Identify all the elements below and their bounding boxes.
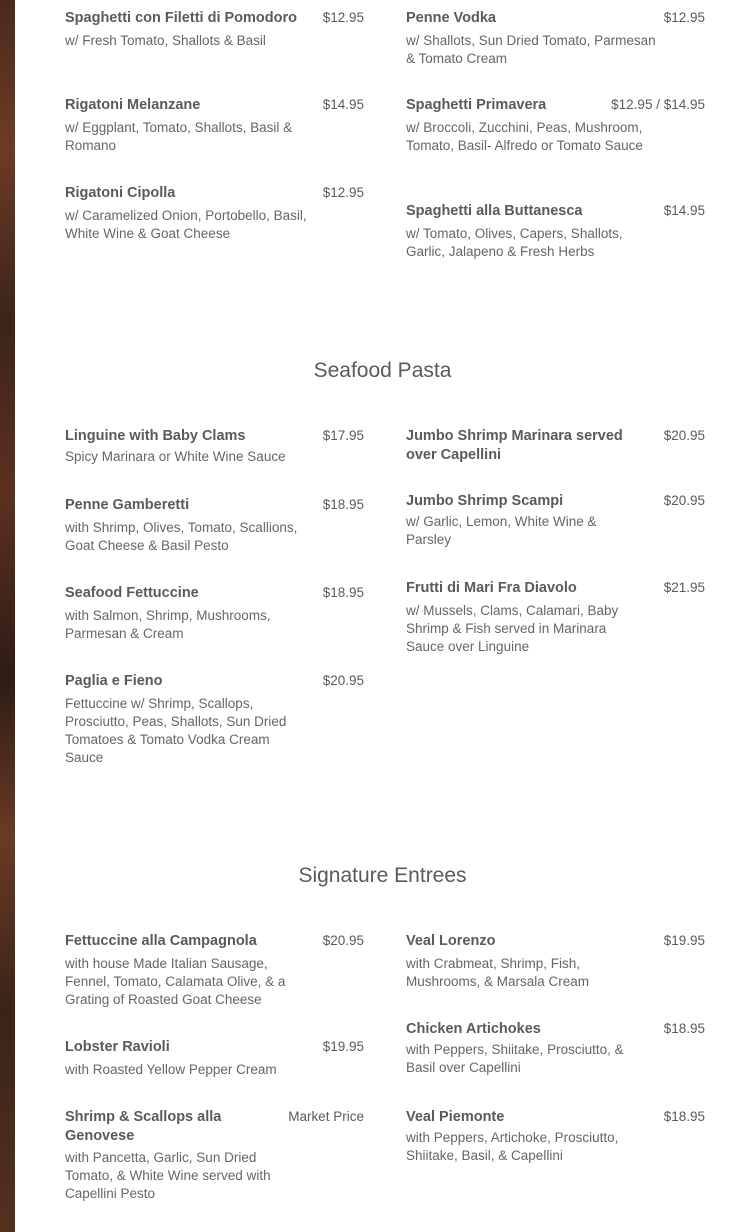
- item-name: Jumbo Shrimp Scampi: [406, 493, 564, 509]
- menu-item: [406, 492, 705, 549]
- item-price: $18.95: [322, 497, 364, 512]
- menu-item: [65, 9, 364, 50]
- item-price: Market Price: [288, 1109, 364, 1124]
- item-name: Spaghetti alla Buttanesca: [406, 203, 583, 219]
- item-description: with Peppers, Artichoke, Prosciutto, Shiitake, Basil, & Capellini: [406, 1129, 619, 1163]
- background-photo-strip: [0, 0, 15, 1232]
- item-name: Lobster Ravioli: [65, 1039, 170, 1055]
- item-price: $14.95: [322, 97, 364, 112]
- menu-item: [406, 1020, 705, 1077]
- menu-item: [65, 932, 364, 1009]
- item-description: w/ Broccoli, Zucchini, Peas, Mushroom, Tomato, Basil- Alfredo or Tomato Sauce: [406, 119, 643, 153]
- item-price: $12.95: [663, 10, 705, 25]
- item-price: $19.95: [663, 933, 705, 948]
- menu-item: [65, 1038, 364, 1079]
- menu-item: [406, 9, 705, 68]
- item-name: Rigatoni Cipolla: [65, 185, 176, 201]
- item-description: w/ Mussels, Clams, Calamari, Baby Shrimp & Fish served in Marinara Sauce over Linguine: [406, 602, 619, 654]
- item-name: Penne Gamberetti: [65, 497, 190, 513]
- item-price: $18.95: [663, 1109, 705, 1124]
- item-name: Veal Piemonte: [406, 1109, 505, 1125]
- item-name: Fettuccine alla Campagnola: [65, 933, 257, 949]
- item-description: w/ Garlic, Lemon, White Wine & Parsley: [406, 513, 597, 547]
- menu-item: [65, 672, 364, 767]
- item-description: with Pancetta, Garlic, Sun Dried Tomato, & White Wine served with Capellini Pesto: [65, 1150, 271, 1201]
- menu-item: [406, 1108, 705, 1165]
- menu-item: [65, 96, 364, 155]
- item-description: w/ Fresh Tomato, Shallots & Basil: [65, 32, 266, 48]
- item-price: $17.95: [322, 428, 364, 443]
- item-name: Chicken Artichokes: [406, 1021, 541, 1037]
- item-name: Penne Vodka: [406, 10, 496, 26]
- item-price: $18.95: [322, 585, 364, 600]
- section-title-signature-entrees: Signature Entrees: [298, 864, 467, 887]
- item-price: $20.95: [322, 933, 364, 948]
- item-price: $21.95: [663, 580, 705, 595]
- item-description: with Salmon, Shrimp, Mushrooms, Parmesan & Cream: [65, 607, 271, 641]
- item-name: Spaghetti con Filetti di Pomodoro: [65, 10, 297, 26]
- item-description: w/ Tomato, Olives, Capers, Shallots, Garlic, Jalapeno & Fresh Herbs: [406, 225, 623, 259]
- item-name: Linguine with Baby Clams: [65, 428, 246, 444]
- menu-item: [65, 1108, 364, 1203]
- item-description: w/ Shallots, Sun Dried Tomato, Parmesan & Tomato Cream: [406, 32, 656, 66]
- item-description: Spicy Marinara or White Wine Sauce: [65, 448, 286, 464]
- item-name: Seafood Fettuccine: [65, 585, 199, 601]
- item-description: w/ Eggplant, Tomato, Shallots, Basil & Romano: [65, 119, 293, 153]
- item-description: Fettuccine w/ Shrimp, Scallops, Prosciutto, Peas, Shallots, Sun Dried Tomatoes & Tomato Vodka Cream Sauce: [65, 695, 287, 765]
- item-price: $12.95 / $14.95: [611, 97, 705, 112]
- menu-item: [406, 579, 705, 656]
- menu-item: [406, 202, 705, 261]
- item-price: $12.95: [322, 185, 364, 200]
- menu-item: [65, 427, 364, 466]
- item-name: Jumbo Shrimp Marinara served over Capellini: [406, 428, 623, 463]
- menu-item: [65, 584, 364, 643]
- menu-item: [406, 932, 705, 991]
- item-price: $19.95: [322, 1039, 364, 1054]
- item-price: $14.95: [663, 203, 705, 218]
- item-price: $12.95: [322, 10, 364, 25]
- item-price: $20.95: [663, 428, 705, 443]
- item-price: $20.95: [322, 673, 364, 688]
- item-name: Frutti di Mari Fra Diavolo: [406, 580, 577, 596]
- menu-page: [15, 0, 750, 1232]
- item-description: with house Made Italian Sausage, Fennel, Tomato, Calamata Olive, & a Grating of Roasted Goat Cheese: [65, 955, 286, 1007]
- item-name: Rigatoni Melanzane: [65, 97, 201, 113]
- item-price: $18.95: [663, 1021, 705, 1036]
- item-name: Paglia e Fieno: [65, 673, 163, 689]
- item-price: $20.95: [663, 493, 705, 508]
- item-description: with Roasted Yellow Pepper Cream: [65, 1061, 277, 1077]
- menu-item: [406, 427, 705, 464]
- item-name: Spaghetti Primavera: [406, 97, 547, 113]
- item-name: Veal Lorenzo: [406, 933, 496, 949]
- menu-item: [406, 96, 705, 155]
- item-name: Shrimp & Scallops alla Genovese: [65, 1109, 222, 1144]
- item-description: with Shrimp, Olives, Tomato, Scallions, Goat Cheese & Basil Pesto: [65, 519, 298, 553]
- item-description: w/ Caramelized Onion, Portobello, Basil, White Wine & Goat Cheese: [65, 207, 307, 241]
- section-title-seafood-pasta: Seafood Pasta: [313, 359, 452, 382]
- item-description: with Peppers, Shiitake, Prosciutto, & Basil over Capellini: [406, 1041, 624, 1075]
- menu-item: [65, 184, 364, 243]
- menu-item: [65, 496, 364, 555]
- item-description: with Crabmeat, Shrimp, Fish, Mushrooms, & Marsala Cream: [406, 955, 590, 989]
